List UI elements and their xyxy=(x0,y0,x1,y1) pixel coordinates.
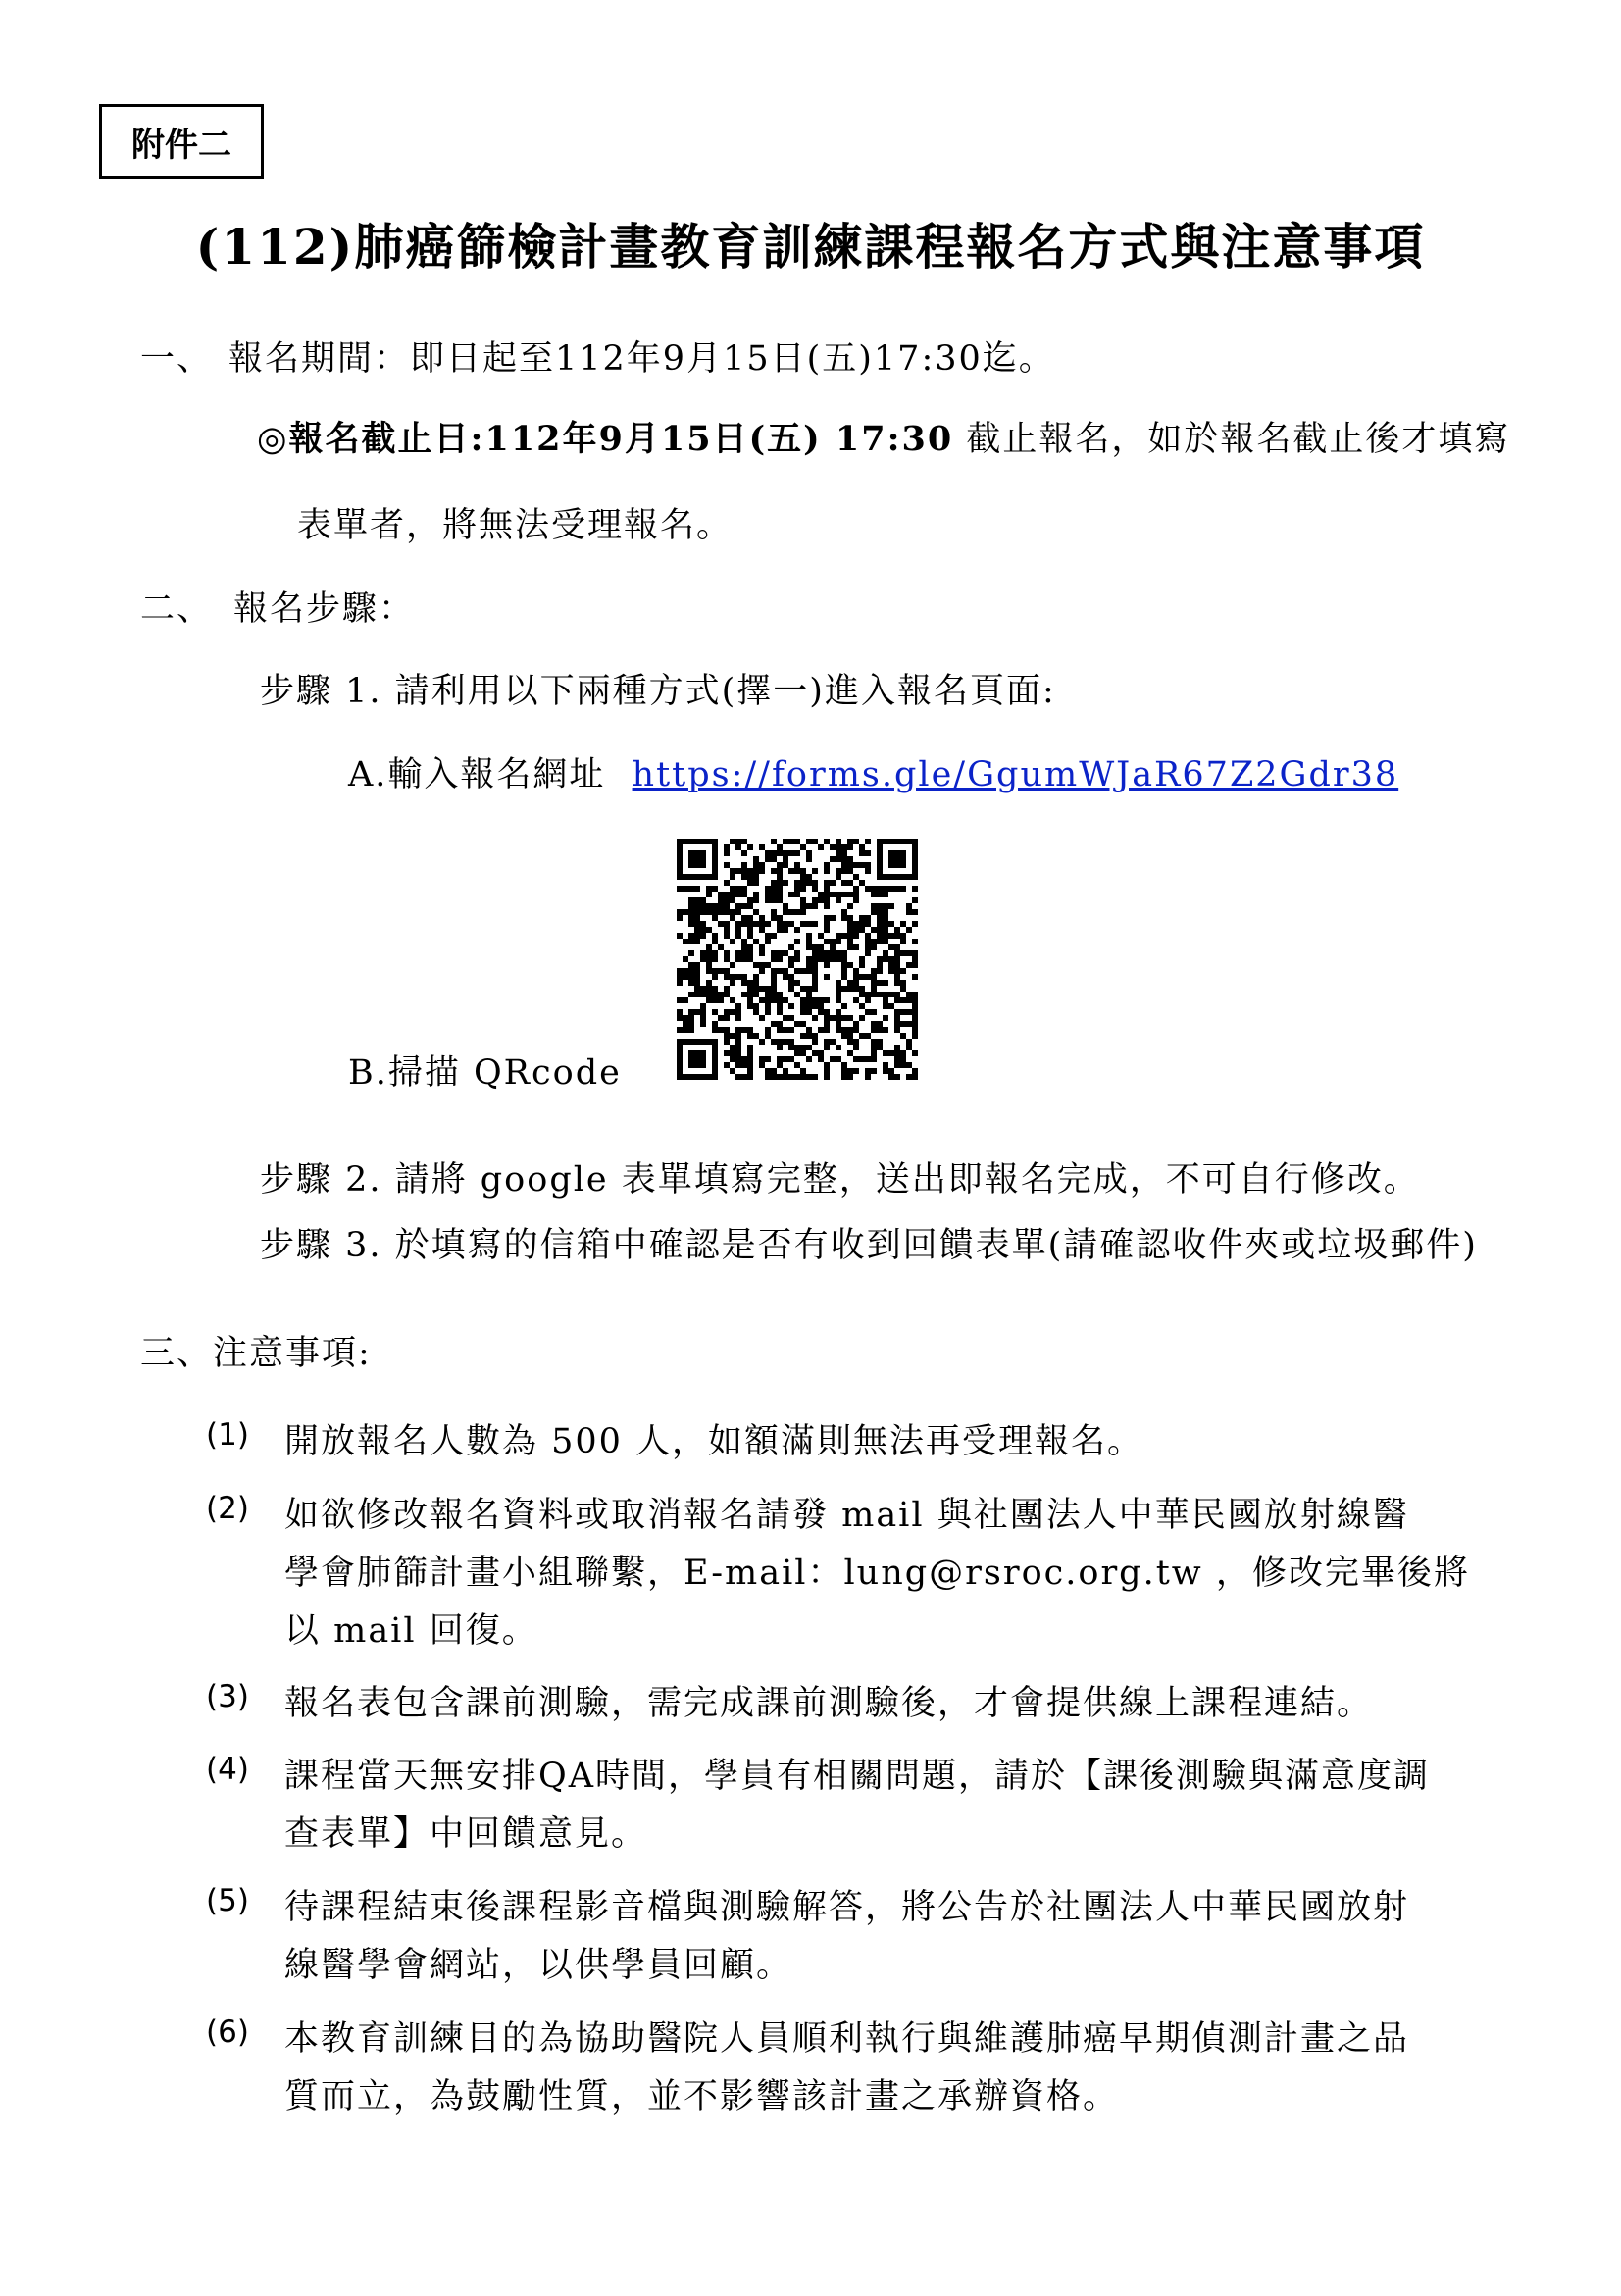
note-2-number: (2) xyxy=(206,1491,249,1526)
option-b-label: B.掃描 QRcode xyxy=(348,1053,622,1093)
step1-text: 步驟 1. 請利用以下兩種方式(擇一)進入報名頁面: xyxy=(260,672,1056,711)
qr-code-icon[interactable] xyxy=(677,839,918,1080)
attachment-label: 附件二 xyxy=(131,125,231,165)
note-5-number: (5) xyxy=(206,1883,249,1918)
note-2-line-1: 如欲修改報名資料或取消報名請發 mail 與社團法人中華民國放射線醫 xyxy=(284,1496,1409,1535)
note-6-number: (6) xyxy=(206,2015,249,2050)
note-5-line-1: 待課程結束後課程影音檔與測驗解答，將公告於社團法人中華民國放射 xyxy=(284,1888,1410,1927)
section2-heading: 報名步驟： xyxy=(233,589,416,629)
note-3-number: (3) xyxy=(206,1679,249,1714)
note-1-line-1: 開放報名人數為 500 人，如額滿則無法再受理報名。 xyxy=(284,1422,1144,1461)
note-3-line-1: 報名表包含課前測驗，需完成課前測驗後，才會提供線上課程連結。 xyxy=(284,1684,1374,1723)
note-4-number: (4) xyxy=(206,1752,249,1787)
note-1-number: (1) xyxy=(206,1417,249,1453)
step2-text: 步驟 2. 請將 google 表單填寫完整，送出即報名完成，不可自行修改。 xyxy=(260,1160,1420,1199)
note-6-line-2: 質而立，為鼓勵性質，並不影響該計畫之承辦資格。 xyxy=(284,2077,1120,2117)
section1-deadline xyxy=(257,412,1510,461)
option-a xyxy=(348,747,1398,796)
note-5-line-2: 線醫學會網站，以供學員回顧。 xyxy=(284,1946,793,1985)
section1-text: 報名期間：即日起至112年9月15日(五)17:30迄。 xyxy=(228,339,1055,379)
note-6-line-1: 本教育訓練目的為協助醫院人員順利執行與維護肺癌早期偵測計畫之品 xyxy=(284,2019,1410,2059)
registration-url-link[interactable]: https://forms.gle/GgumWJaR67Z2Gdr38 xyxy=(632,755,1399,794)
section3-heading: 三、注意事項: xyxy=(140,1334,372,1373)
note-2-line-2: 學會肺篩計畫小組聯繫，E-mail：lung@rsroc.org.tw ，修改完畢後將 xyxy=(284,1554,1470,1593)
section1-deadline-line2: 表單者，將無法受理報名。 xyxy=(297,506,734,545)
section2-number: 二、 xyxy=(140,589,214,629)
note-4-line-2: 查表單】中回饋意見。 xyxy=(284,1814,648,1854)
option-a-label: A.輸入報名網址 xyxy=(348,755,606,794)
deadline-rest-text: 截止報名，如於報名截止後才填寫 xyxy=(953,420,1511,459)
page-title: (112)肺癌篩檢計畫教育訓練課程報名方式與注意事項 xyxy=(195,218,1426,276)
deadline-bold-text: ◎報名截止日:112年9月15日(五) 17:30 xyxy=(257,419,954,459)
note-4-line-1: 課程當天無安排QA時間，學員有相關問題，請於【課後測驗與滿意度調 xyxy=(284,1757,1430,1796)
note-2-line-3: 以 mail 回復。 xyxy=(284,1611,538,1651)
step3-text: 步驟 3. 於填寫的信箱中確認是否有收到回饋表單(請確認收件夾或垃圾郵件) xyxy=(260,1226,1478,1265)
attachment-label-box xyxy=(99,104,264,179)
section1-number: 一、 xyxy=(140,339,214,379)
